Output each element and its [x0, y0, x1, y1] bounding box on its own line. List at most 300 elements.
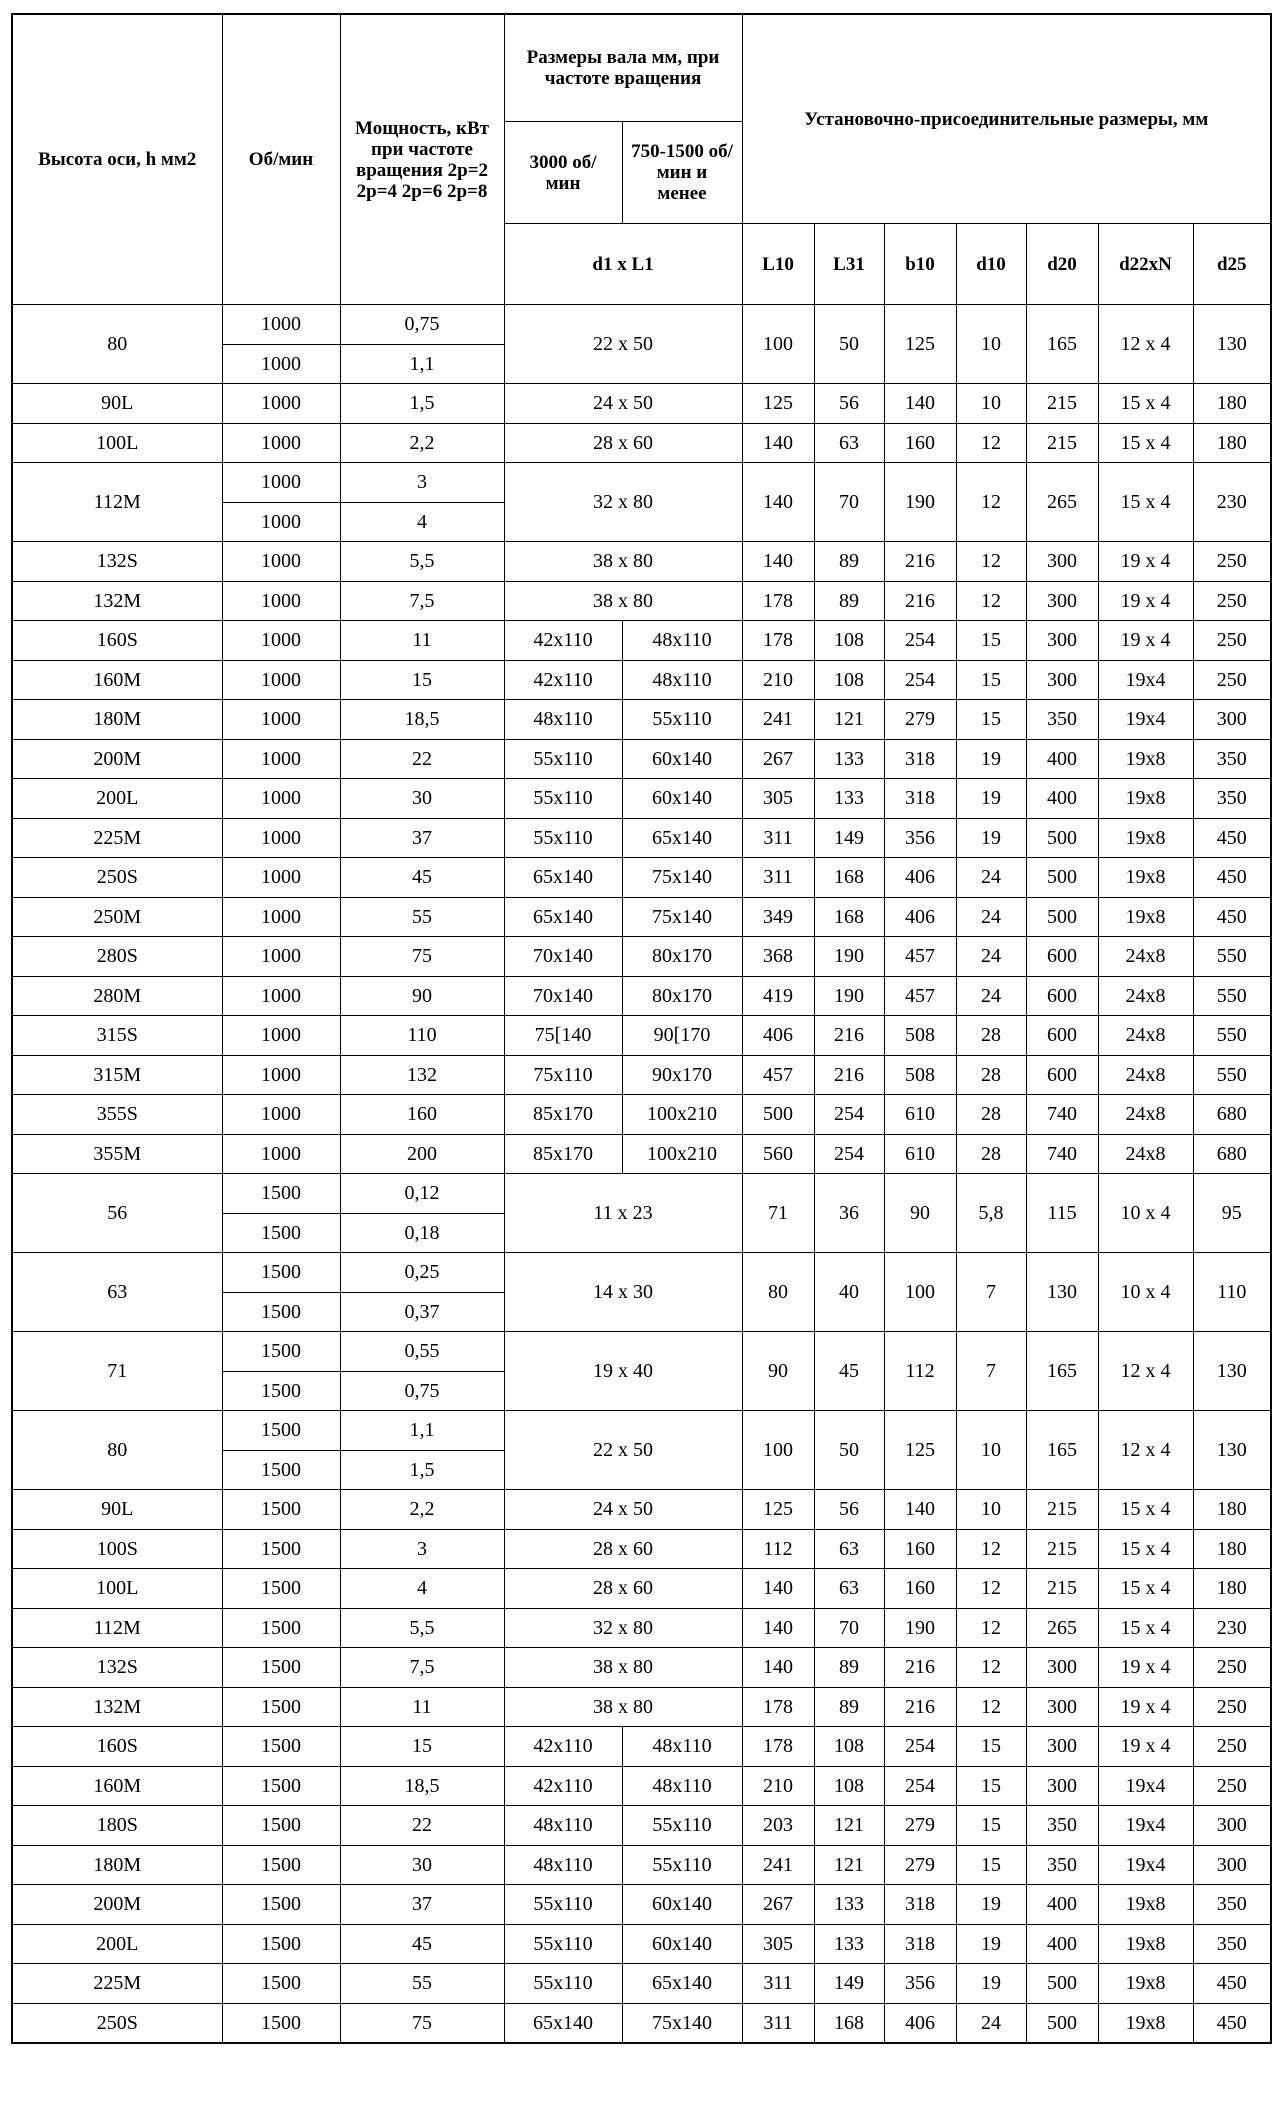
cell-shaft: 28 x 60: [504, 1529, 742, 1569]
cell-rpm: 1000: [222, 305, 340, 345]
cell-rpm: 1500: [222, 1687, 340, 1727]
cell-L10: 311: [742, 2003, 814, 2043]
cell-L10: 267: [742, 739, 814, 779]
cell-d25: 250: [1193, 1766, 1271, 1806]
cell-shaft-750: 60x140: [622, 1885, 742, 1925]
cell-rpm: 1500: [222, 1529, 340, 1569]
cell-L10: 125: [742, 384, 814, 424]
cell-power: 1,1: [340, 344, 504, 384]
table-row: [12, 1055, 1271, 1095]
cell-b10: 318: [884, 1885, 956, 1925]
cell-L10: 457: [742, 1055, 814, 1095]
cell-axis-height: 100L: [12, 1569, 222, 1609]
cell-L10: 311: [742, 1964, 814, 2004]
cell-d22xN: 19 x 4: [1098, 542, 1193, 582]
table-row: [12, 976, 1271, 1016]
cell-b10: 610: [884, 1095, 956, 1135]
header-d25: d25: [1193, 224, 1271, 305]
table-row: [12, 897, 1271, 937]
header-rpm: Об/мин: [222, 14, 340, 305]
cell-axis-height: 56: [12, 1174, 222, 1253]
cell-power: 22: [340, 1806, 504, 1846]
cell-rpm: 1500: [222, 1885, 340, 1925]
cell-shaft-3000: 42x110: [504, 621, 622, 661]
cell-power: 4: [340, 502, 504, 542]
table-row: [12, 1174, 1271, 1214]
cell-L10: 203: [742, 1806, 814, 1846]
cell-L10: 178: [742, 581, 814, 621]
cell-L10: 100: [742, 305, 814, 384]
cell-d22xN: 19x8: [1098, 1885, 1193, 1925]
table-row: [12, 1608, 1271, 1648]
cell-shaft-3000: 42x110: [504, 1727, 622, 1767]
cell-L10: 140: [742, 1569, 814, 1609]
cell-rpm: 1500: [222, 1924, 340, 1964]
cell-d22xN: 19x8: [1098, 897, 1193, 937]
cell-shaft: 38 x 80: [504, 1648, 742, 1688]
cell-axis-height: 132M: [12, 1687, 222, 1727]
cell-axis-height: 200M: [12, 739, 222, 779]
cell-L31: 63: [814, 423, 884, 463]
table-row: [12, 1134, 1271, 1174]
cell-shaft: 22 x 50: [504, 305, 742, 384]
cell-rpm: 1000: [222, 976, 340, 1016]
cell-b10: 279: [884, 1806, 956, 1846]
cell-b10: 318: [884, 739, 956, 779]
cell-power: 75: [340, 937, 504, 977]
cell-d22xN: 15 x 4: [1098, 463, 1193, 542]
cell-L10: 305: [742, 1924, 814, 1964]
cell-d20: 300: [1026, 581, 1098, 621]
cell-shaft-3000: 42x110: [504, 1766, 622, 1806]
cell-d10: 10: [956, 1490, 1026, 1530]
table-row: [12, 779, 1271, 819]
cell-d20: 215: [1026, 1529, 1098, 1569]
cell-rpm: 1500: [222, 1766, 340, 1806]
cell-shaft-3000: 85x170: [504, 1095, 622, 1135]
cell-power: 0,75: [340, 305, 504, 345]
cell-d10: 12: [956, 1569, 1026, 1609]
cell-shaft: 22 x 50: [504, 1411, 742, 1490]
cell-L10: 140: [742, 1648, 814, 1688]
cell-L10: 140: [742, 423, 814, 463]
cell-d20: 215: [1026, 423, 1098, 463]
cell-d25: 550: [1193, 976, 1271, 1016]
cell-rpm: 1000: [222, 502, 340, 542]
cell-b10: 457: [884, 976, 956, 1016]
cell-L31: 108: [814, 660, 884, 700]
cell-power: 0,75: [340, 1371, 504, 1411]
cell-shaft: 38 x 80: [504, 542, 742, 582]
cell-d10: 19: [956, 739, 1026, 779]
cell-L31: 70: [814, 1608, 884, 1648]
cell-shaft: 28 x 60: [504, 1569, 742, 1609]
cell-L31: 190: [814, 937, 884, 977]
cell-d20: 300: [1026, 660, 1098, 700]
cell-L10: 311: [742, 858, 814, 898]
header-d1l1: d1 x L1: [504, 224, 742, 305]
cell-d20: 300: [1026, 1687, 1098, 1727]
cell-shaft-750: 55x110: [622, 700, 742, 740]
cell-power: 0,55: [340, 1332, 504, 1372]
cell-d22xN: 10 x 4: [1098, 1253, 1193, 1332]
cell-L10: 100: [742, 1411, 814, 1490]
cell-d22xN: 19x4: [1098, 660, 1193, 700]
cell-b10: 190: [884, 1608, 956, 1648]
cell-L10: 419: [742, 976, 814, 1016]
cell-b10: 140: [884, 384, 956, 424]
header-mount-dims: Установочно-присоединительные размеры, мм: [742, 14, 1271, 224]
cell-rpm: 1000: [222, 700, 340, 740]
cell-L31: 133: [814, 779, 884, 819]
cell-d20: 600: [1026, 937, 1098, 977]
cell-d20: 740: [1026, 1095, 1098, 1135]
cell-d10: 19: [956, 779, 1026, 819]
cell-d25: 350: [1193, 739, 1271, 779]
cell-d20: 130: [1026, 1253, 1098, 1332]
header-d22xN: d22xN: [1098, 224, 1193, 305]
cell-b10: 160: [884, 423, 956, 463]
table-row: [12, 463, 1271, 503]
cell-power: 2,2: [340, 1490, 504, 1530]
cell-L10: 368: [742, 937, 814, 977]
cell-d22xN: 19 x 4: [1098, 1687, 1193, 1727]
cell-d10: 12: [956, 1529, 1026, 1569]
cell-d22xN: 15 x 4: [1098, 1490, 1193, 1530]
cell-axis-height: 250S: [12, 2003, 222, 2043]
cell-axis-height: 90L: [12, 384, 222, 424]
cell-axis-height: 80: [12, 305, 222, 384]
cell-L31: 36: [814, 1174, 884, 1253]
cell-rpm: 1500: [222, 1569, 340, 1609]
cell-L10: 406: [742, 1016, 814, 1056]
cell-b10: 406: [884, 2003, 956, 2043]
cell-L10: 241: [742, 700, 814, 740]
cell-rpm: 1500: [222, 1292, 340, 1332]
cell-L10: 178: [742, 1687, 814, 1727]
cell-rpm: 1500: [222, 1174, 340, 1214]
cell-d22xN: 12 x 4: [1098, 1411, 1193, 1490]
cell-power: 200: [340, 1134, 504, 1174]
table-row: [12, 660, 1271, 700]
cell-d10: 19: [956, 818, 1026, 858]
header-axis-height: Высота оси, h мм2: [12, 14, 222, 305]
cell-shaft-3000: 55x110: [504, 739, 622, 779]
cell-power: 2,2: [340, 423, 504, 463]
cell-rpm: 1500: [222, 1964, 340, 2004]
cell-d20: 500: [1026, 2003, 1098, 2043]
cell-rpm: 1000: [222, 384, 340, 424]
cell-d20: 265: [1026, 463, 1098, 542]
cell-d10: 15: [956, 660, 1026, 700]
cell-d22xN: 24x8: [1098, 1134, 1193, 1174]
cell-d10: 24: [956, 2003, 1026, 2043]
cell-b10: 318: [884, 1924, 956, 1964]
cell-L31: 56: [814, 384, 884, 424]
cell-L31: 168: [814, 897, 884, 937]
cell-d25: 450: [1193, 2003, 1271, 2043]
cell-rpm: 1000: [222, 344, 340, 384]
cell-d22xN: 10 x 4: [1098, 1174, 1193, 1253]
cell-axis-height: 90L: [12, 1490, 222, 1530]
cell-b10: 457: [884, 937, 956, 977]
cell-shaft: 14 x 30: [504, 1253, 742, 1332]
cell-d22xN: 19x8: [1098, 1964, 1193, 2004]
cell-d20: 600: [1026, 1055, 1098, 1095]
cell-shaft: 32 x 80: [504, 1608, 742, 1648]
cell-rpm: 1000: [222, 621, 340, 661]
table-row: [12, 305, 1271, 345]
cell-L31: 63: [814, 1529, 884, 1569]
cell-power: 132: [340, 1055, 504, 1095]
cell-d25: 180: [1193, 1490, 1271, 1530]
cell-b10: 160: [884, 1569, 956, 1609]
table-row: [12, 1727, 1271, 1767]
cell-axis-height: 80: [12, 1411, 222, 1490]
cell-b10: 140: [884, 1490, 956, 1530]
cell-d22xN: 19x4: [1098, 700, 1193, 740]
cell-d22xN: 24x8: [1098, 1095, 1193, 1135]
cell-shaft-750: 90x170: [622, 1055, 742, 1095]
table-row: [12, 700, 1271, 740]
cell-rpm: 1500: [222, 1648, 340, 1688]
cell-d22xN: 19 x 4: [1098, 621, 1193, 661]
table-row: [12, 1490, 1271, 1530]
cell-L10: 71: [742, 1174, 814, 1253]
table-row: [12, 542, 1271, 582]
cell-d10: 12: [956, 463, 1026, 542]
cell-L10: 311: [742, 818, 814, 858]
table-row: [12, 621, 1271, 661]
cell-d10: 12: [956, 423, 1026, 463]
cell-rpm: 1000: [222, 897, 340, 937]
cell-shaft: 38 x 80: [504, 581, 742, 621]
cell-shaft-750: 80x170: [622, 937, 742, 977]
cell-d20: 400: [1026, 1885, 1098, 1925]
cell-d20: 350: [1026, 1806, 1098, 1846]
cell-axis-height: 200L: [12, 779, 222, 819]
cell-d10: 10: [956, 1411, 1026, 1490]
cell-shaft-750: 75x140: [622, 897, 742, 937]
cell-axis-height: 180S: [12, 1806, 222, 1846]
cell-axis-height: 160M: [12, 1766, 222, 1806]
cell-L10: 210: [742, 1766, 814, 1806]
table-row: [12, 423, 1271, 463]
cell-b10: 508: [884, 1055, 956, 1095]
cell-d25: 350: [1193, 1885, 1271, 1925]
cell-shaft: 38 x 80: [504, 1687, 742, 1727]
table-row: [12, 1569, 1271, 1609]
cell-shaft-750: 80x170: [622, 976, 742, 1016]
cell-shaft-750: 65x140: [622, 1964, 742, 2004]
header-d20: d20: [1026, 224, 1098, 305]
cell-L31: 121: [814, 1845, 884, 1885]
table-row: [12, 384, 1271, 424]
cell-d25: 230: [1193, 463, 1271, 542]
cell-axis-height: 160S: [12, 1727, 222, 1767]
header-L31: L31: [814, 224, 884, 305]
cell-d25: 450: [1193, 858, 1271, 898]
cell-d20: 400: [1026, 739, 1098, 779]
cell-d25: 250: [1193, 1648, 1271, 1688]
cell-L31: 121: [814, 700, 884, 740]
cell-d22xN: 19x4: [1098, 1766, 1193, 1806]
table-row: [12, 1766, 1271, 1806]
cell-d25: 550: [1193, 937, 1271, 977]
table-row: [12, 937, 1271, 977]
cell-shaft-3000: 48x110: [504, 700, 622, 740]
table-row: [12, 1529, 1271, 1569]
cell-d10: 19: [956, 1964, 1026, 2004]
cell-d10: 10: [956, 305, 1026, 384]
cell-d25: 350: [1193, 779, 1271, 819]
cell-L31: 254: [814, 1134, 884, 1174]
cell-d22xN: 19 x 4: [1098, 1648, 1193, 1688]
cell-d10: 15: [956, 1727, 1026, 1767]
cell-b10: 406: [884, 897, 956, 937]
cell-d20: 265: [1026, 1608, 1098, 1648]
cell-power: 0,25: [340, 1253, 504, 1293]
cell-axis-height: 355M: [12, 1134, 222, 1174]
cell-d25: 550: [1193, 1016, 1271, 1056]
cell-shaft-750: 48x110: [622, 660, 742, 700]
cell-rpm: 1500: [222, 1845, 340, 1885]
cell-d20: 500: [1026, 1964, 1098, 2004]
cell-d25: 130: [1193, 1411, 1271, 1490]
cell-shaft-750: 60x140: [622, 739, 742, 779]
cell-d25: 300: [1193, 700, 1271, 740]
cell-shaft-750: 48x110: [622, 621, 742, 661]
cell-L31: 168: [814, 2003, 884, 2043]
cell-d20: 115: [1026, 1174, 1098, 1253]
cell-L31: 50: [814, 305, 884, 384]
cell-shaft-3000: 65x140: [504, 858, 622, 898]
cell-d22xN: 19x8: [1098, 2003, 1193, 2043]
cell-d10: 12: [956, 1648, 1026, 1688]
table-row: [12, 581, 1271, 621]
cell-power: 75: [340, 2003, 504, 2043]
cell-b10: 160: [884, 1529, 956, 1569]
cell-shaft-3000: 85x170: [504, 1134, 622, 1174]
cell-d10: 28: [956, 1016, 1026, 1056]
cell-L31: 149: [814, 818, 884, 858]
cell-d25: 130: [1193, 305, 1271, 384]
cell-shaft: 19 x 40: [504, 1332, 742, 1411]
cell-rpm: 1500: [222, 1608, 340, 1648]
cell-d25: 300: [1193, 1845, 1271, 1885]
cell-d10: 12: [956, 581, 1026, 621]
cell-rpm: 1500: [222, 2003, 340, 2043]
cell-b10: 279: [884, 700, 956, 740]
cell-power: 18,5: [340, 1766, 504, 1806]
cell-rpm: 1500: [222, 1253, 340, 1293]
cell-power: 5,5: [340, 1608, 504, 1648]
cell-rpm: 1000: [222, 818, 340, 858]
cell-axis-height: 355S: [12, 1095, 222, 1135]
cell-L31: 121: [814, 1806, 884, 1846]
cell-axis-height: 132M: [12, 581, 222, 621]
cell-axis-height: 112M: [12, 463, 222, 542]
cell-L31: 40: [814, 1253, 884, 1332]
cell-d20: 400: [1026, 779, 1098, 819]
cell-rpm: 1500: [222, 1806, 340, 1846]
header-shaft-dims: Размеры вала мм, при частоте вращения: [504, 14, 742, 122]
cell-d25: 250: [1193, 542, 1271, 582]
cell-d10: 5,8: [956, 1174, 1026, 1253]
cell-shaft-3000: 42x110: [504, 660, 622, 700]
cell-d22xN: 19 x 4: [1098, 581, 1193, 621]
cell-d25: 450: [1193, 818, 1271, 858]
cell-axis-height: 315S: [12, 1016, 222, 1056]
cell-shaft-3000: 55x110: [504, 818, 622, 858]
cell-d25: 250: [1193, 621, 1271, 661]
cell-rpm: 1500: [222, 1213, 340, 1253]
cell-power: 11: [340, 621, 504, 661]
cell-d20: 165: [1026, 1332, 1098, 1411]
cell-power: 45: [340, 1924, 504, 1964]
cell-shaft-750: 60x140: [622, 1924, 742, 1964]
cell-axis-height: 63: [12, 1253, 222, 1332]
cell-d22xN: 15 x 4: [1098, 384, 1193, 424]
cell-d25: 550: [1193, 1055, 1271, 1095]
cell-d10: 24: [956, 858, 1026, 898]
cell-L10: 210: [742, 660, 814, 700]
cell-power: 30: [340, 1845, 504, 1885]
cell-b10: 90: [884, 1174, 956, 1253]
cell-L10: 125: [742, 1490, 814, 1530]
cell-d22xN: 19x4: [1098, 1806, 1193, 1846]
cell-d25: 450: [1193, 1964, 1271, 2004]
cell-b10: 125: [884, 1411, 956, 1490]
cell-rpm: 1000: [222, 779, 340, 819]
cell-rpm: 1000: [222, 937, 340, 977]
cell-rpm: 1000: [222, 739, 340, 779]
cell-shaft: 32 x 80: [504, 463, 742, 542]
cell-b10: 216: [884, 581, 956, 621]
cell-power: 0,18: [340, 1213, 504, 1253]
cell-d10: 19: [956, 1924, 1026, 1964]
cell-d10: 15: [956, 621, 1026, 661]
cell-axis-height: 71: [12, 1332, 222, 1411]
cell-d20: 740: [1026, 1134, 1098, 1174]
cell-power: 37: [340, 1885, 504, 1925]
cell-d25: 350: [1193, 1924, 1271, 1964]
cell-shaft-750: 55x110: [622, 1845, 742, 1885]
cell-d20: 215: [1026, 384, 1098, 424]
cell-d20: 600: [1026, 976, 1098, 1016]
cell-d20: 300: [1026, 1648, 1098, 1688]
table-row: [12, 2003, 1271, 2043]
cell-d10: 12: [956, 1608, 1026, 1648]
cell-d10: 12: [956, 1687, 1026, 1727]
cell-d25: 250: [1193, 1727, 1271, 1767]
cell-d25: 680: [1193, 1134, 1271, 1174]
cell-b10: 610: [884, 1134, 956, 1174]
cell-axis-height: 180M: [12, 700, 222, 740]
cell-b10: 100: [884, 1253, 956, 1332]
cell-L31: 108: [814, 1727, 884, 1767]
cell-d20: 300: [1026, 1727, 1098, 1767]
cell-d22xN: 19x8: [1098, 779, 1193, 819]
cell-shaft-3000: 75[140: [504, 1016, 622, 1056]
cell-rpm: 1500: [222, 1371, 340, 1411]
cell-rpm: 1500: [222, 1332, 340, 1372]
cell-axis-height: 100S: [12, 1529, 222, 1569]
cell-d10: 15: [956, 1766, 1026, 1806]
cell-rpm: 1000: [222, 1134, 340, 1174]
cell-d25: 95: [1193, 1174, 1271, 1253]
cell-power: 0,37: [340, 1292, 504, 1332]
